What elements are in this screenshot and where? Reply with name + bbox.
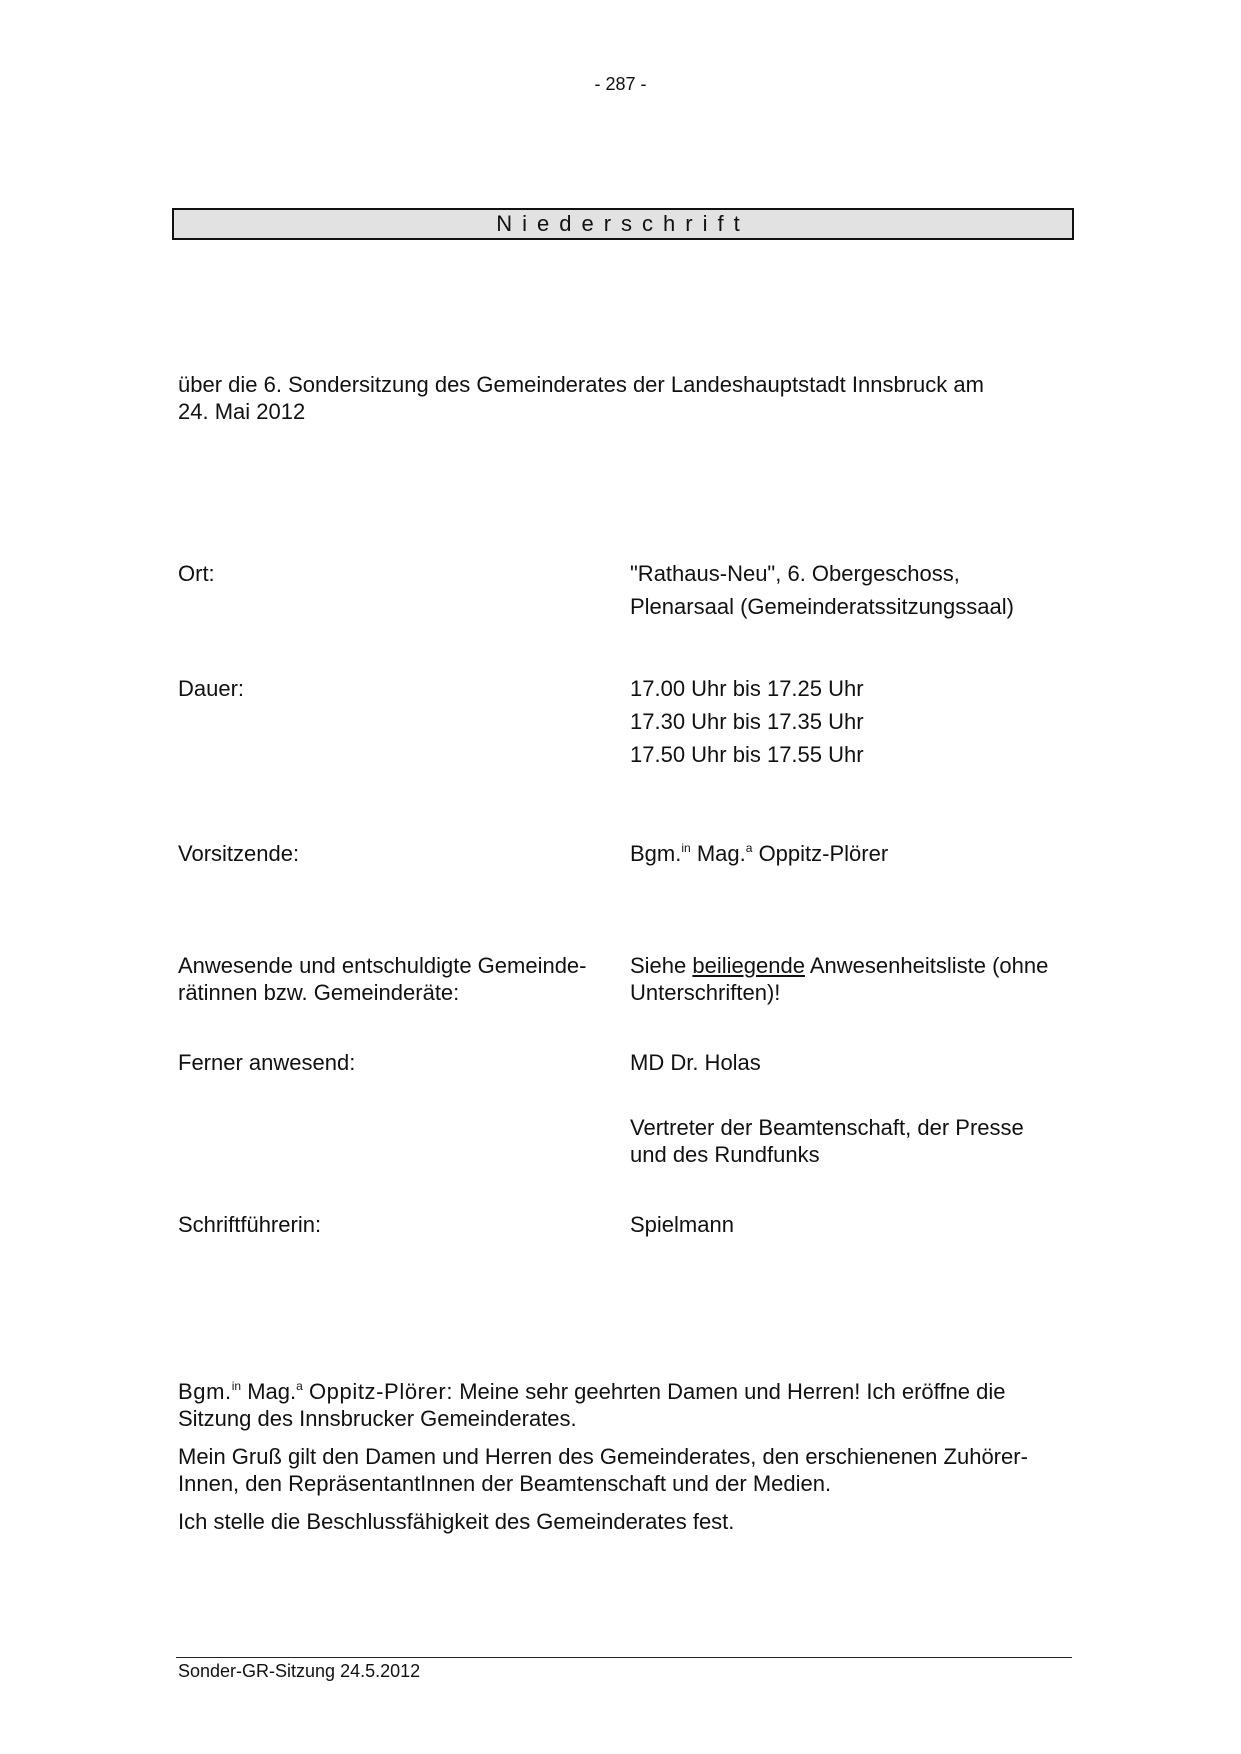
speech-paragraph-2 (178, 1443, 1078, 1497)
superscript-in: in (681, 841, 691, 855)
ferner-2-line-1: Vertreter der Beamtenschaft, der Presse (630, 1115, 1024, 1140)
speech-p1-line-2: Sitzung des Innsbrucker Gemeinderates. (178, 1406, 577, 1431)
chairperson-name: Oppitz-Plörer (758, 841, 889, 866)
label-anwesende (178, 952, 618, 1006)
speech-p2-line-2: Innen, den RepräsentantInnen der Beamtenschaft und der Medien. (178, 1471, 832, 1496)
superscript-a: a (745, 841, 753, 855)
value-dauer (630, 672, 1080, 771)
label-anwesende-line-1: Anwesende und entschuldigte Gemeinde- (178, 953, 587, 978)
dauer-time-2: 17.30 Uhr bis 17.35 Uhr (630, 709, 864, 734)
value-ferner-1: MD Dr. Holas (630, 1050, 761, 1075)
label-ferner: Ferner anwesend: (178, 1050, 356, 1075)
footer-divider (176, 1657, 1072, 1658)
label-schriftfuehrerin: Schriftführerin: (178, 1212, 322, 1237)
footer-text: Sonder-GR-Sitzung 24.5.2012 (178, 1661, 421, 1681)
document-title: Niederschrift (172, 208, 1074, 240)
title-bgm: Bgm. (630, 841, 682, 866)
speech-p1-text: Meine sehr geehrten Damen und Herren! Ich eröffne die (459, 1379, 1006, 1404)
intro-line-1: über die 6. Sondersitzung des Gemeinderates der Landeshauptstadt Innsbruck am (178, 372, 984, 397)
value-ferner-2 (630, 1114, 1080, 1168)
anwesende-line-2: Unterschriften)! (630, 980, 781, 1005)
ferner-2-line-2: und des Rundfunks (630, 1142, 820, 1167)
value-vorsitzende (630, 840, 1080, 867)
value-ort (630, 557, 1080, 623)
label-dauer: Dauer: (178, 676, 245, 701)
speech-paragraph-3: Ich stelle die Beschlussfähigkeit des Gemeinderates fest. (178, 1509, 735, 1534)
speaker-sup-in: in (231, 1379, 242, 1393)
speech-paragraph-1 (178, 1378, 1078, 1432)
anwesende-underlined: beiliegende (692, 953, 805, 978)
speaker-mag: Mag. (247, 1379, 297, 1404)
intro-text (178, 371, 1078, 425)
anwesende-pre: Siehe (630, 953, 687, 978)
page-number: - 287 - (594, 74, 647, 94)
speech-p2-line-1: Mein Gruß gilt den Damen und Herren des Gemeinderates, den erschienenen Zuhörer- (178, 1444, 1028, 1469)
speaker-sup-a: a (296, 1379, 303, 1393)
intro-line-2: 24. Mai 2012 (178, 399, 306, 424)
value-anwesende (630, 952, 1090, 1006)
speaker-name: Oppitz-Plörer: (308, 1379, 454, 1404)
label-ort: Ort: (178, 561, 215, 586)
label-anwesende-line-2: rätinnen bzw. Gemeinderäte: (178, 980, 460, 1005)
value-ort-line-1: "Rathaus-Neu", 6. Obergeschoss, (630, 561, 960, 586)
label-vorsitzende: Vorsitzende: (178, 841, 300, 866)
value-ort-line-2: Plenarsaal (Gemeinderatssitzungssaal) (630, 594, 1014, 619)
title-mag: Mag. (696, 841, 746, 866)
speaker-bgm: Bgm. (178, 1379, 232, 1404)
value-schriftfuehrerin: Spielmann (630, 1212, 734, 1237)
dauer-time-1: 17.00 Uhr bis 17.25 Uhr (630, 676, 864, 701)
speech-block (178, 1378, 1078, 1546)
dauer-time-3: 17.50 Uhr bis 17.55 Uhr (630, 742, 864, 767)
anwesende-post: Anwesenheitsliste (ohne (809, 953, 1049, 978)
